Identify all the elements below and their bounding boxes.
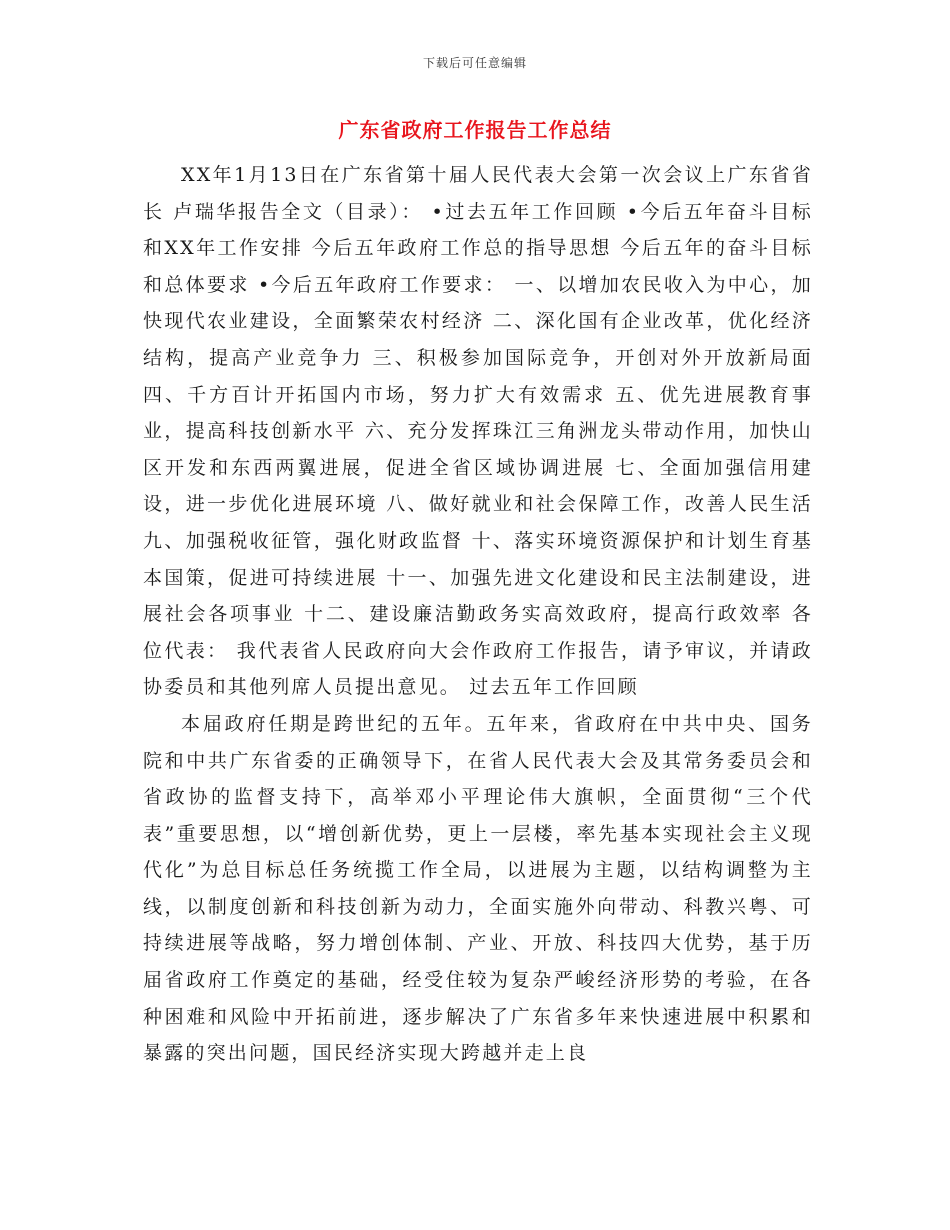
paragraph-table-of-contents: XX年1月13日在广东省第十届人民代表大会第一次会议上广东省省长 卢瑞华报告全文（目录）： •过去五年工作回顾 •今后五年奋斗目标和XX年工作安排 今后五年政府工作总的指导思想 今后五年的奋斗目标和总体要求 •今后五年政府工作要求： 一、以增加农民收入为中心，加快现代农业建设，全面繁荣农村经济 二、深化国有企业改革，优化经济结构，提高产业竞争力 三、积极参加国际竞争，开创对外开放新局面 四、千方百计开拓国内市场，努力扩大有效需求 五、优先进展教育事业，提高科技创新水平 六、充分发挥珠江三角洲龙头带动作用，加快山区开发和东西两翼进展，促进全省区域协调进展 七、全面加强信用建设，进一步优化进展环境 八、做好就业和社会保障工作，改善人民生活 九、加强税收征管，强化财政监督 十、落实环境资源保护和计划生育基本国策，促进可持续进展 十一、加强先进文化建设和民主法制建设，进展社会各项事业 十二、建设廉洁勤政务实高效政府，提高行政效率 各位代表： 我代表省人民政府向大会作政府工作报告，请予审议，并请政协委员和其他列席人员提出意见。 过去五年工作回顾 — [143, 164, 813, 699]
page-header-note: 下载后可任意编辑 — [422, 56, 527, 70]
paragraph-review-intro: 本届政府任期是跨世纪的五年。五年来，省政府在中共中央、国务院和中共广东省委的正确领导下，在省人民代表大会及其常务委员会和省政协的监督支持下，高举邓小平理论伟大旗帜，全面贯彻“三个代表”重要思想，以“增创新优势，更上一层楼，率先基本实现社会主义现代化”为总目标总任务统揽工作全局，以进展为主题，以结构调整为主线，以制度创新和科技创新为动力，全面实施外向带动、科教兴粤、可持续进展等战略，努力增创体制、产业、开放、科技四大优势，基于历届省政府工作奠定的基础，经受住较为复杂严峻经济形势的考验，在各种困难和风险中开拓前进，逐步解决了广东省多年来快速进展中积累和暴露的突出问题，国民经济实现大跨越并走上良 — [143, 712, 813, 1065]
document-title: 广东省政府工作报告工作总结 — [338, 118, 612, 142]
document-body — [143, 157, 813, 1072]
